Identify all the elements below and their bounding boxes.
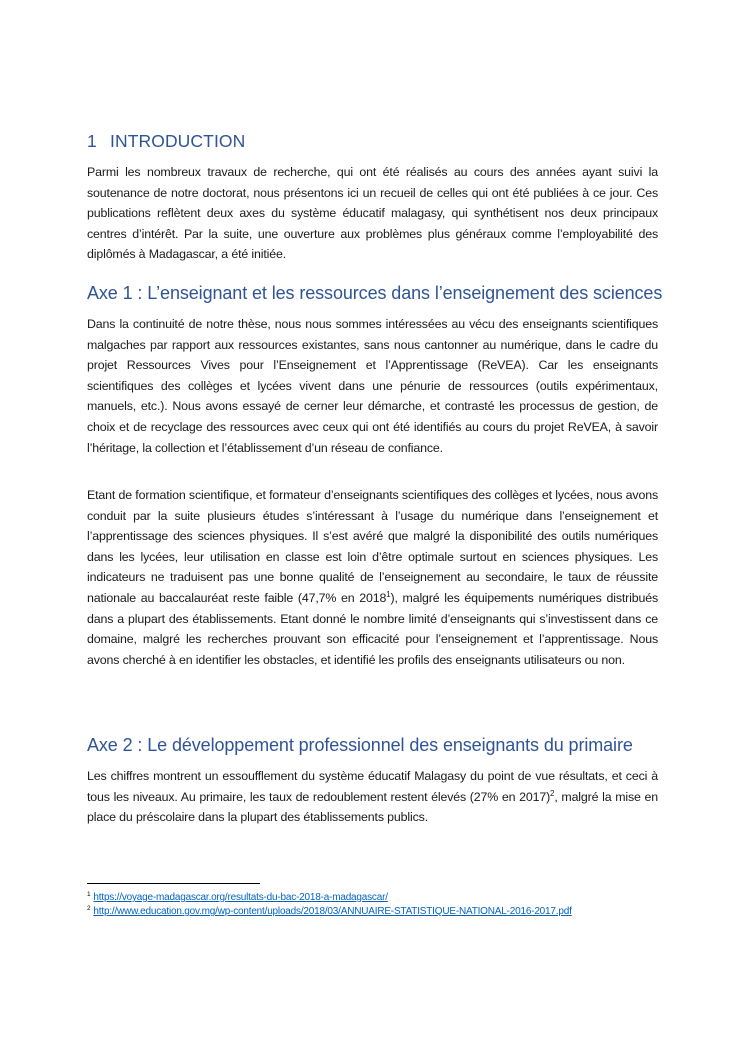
axe2-paragraph: [87, 766, 658, 828]
section-heading-introduction: [87, 131, 245, 152]
footnote-link-2[interactable]: http://www.education.gov.mg/wp-content/uploads/2018/03/ANNUAIRE-STATISTIQUE-NATIONAL-2016-2017.pdf: [93, 906, 572, 917]
section-title: INTRODUCTION: [110, 131, 246, 151]
axe2-paragraph-text-cont: , malgré la mise en place du préscolaire dans la plupart des établissements publics.: [87, 789, 658, 825]
axe1-paragraph-1: Dans la continuité de notre thèse, nous nous sommes intéressées au vécu des enseignants scientifiques malgaches par rapport aux ressources existantes, sans nous cantonner au numérique, dans le cadre du projet Ressources Vives pour l’Enseignement et l’Apprentissage (ReVEA). Car les enseignants scientifiques des collèges et lycées vivent dans une pénurie de ressources (outils expérimentaux, manuels, etc.). Nous avons essayé de cerner leur démarche, et contrasté les processus de gestion, de choix et de recyclage des ressources avec ceux qui ont été identifiés au cours du projet ReVEA, à savoir l’héritage, la collection et l’établissement d’un réseau de confiance.: [87, 317, 658, 455]
axe2-heading: Axe 2 : Le développement professionnel des enseignants du primaire: [87, 735, 633, 755]
axe1-heading: Axe 1 : L’enseignant et les ressources dans l’enseignement des sciences: [87, 283, 663, 303]
axe2-paragraph-text: Les chiffres montrent un essoufflement du système éducatif Malagasy du point de vue résultats, et ceci à tous les niveaux. Au primaire, les taux de redoublement restent élevés (27% en 2017): [87, 769, 658, 804]
footnote-mark-2: 2: [87, 904, 91, 912]
footnote-separator: [87, 883, 260, 884]
footnote-2: [87, 906, 572, 917]
footnote-ref-2[interactable]: 2: [550, 788, 555, 798]
footnote-ref-1[interactable]: 1: [386, 589, 391, 599]
axe1-paragraph-2-text-cont: ), malgré les équipements numériques distribués dans a plupart des établissements. Etant donné le nombre limité d’enseignants qui s’investissent dans ce domaine, malgré les recherches prouvant son efficacité pour l’enseignement et l’apprentissage. Nous avons cherché à en identifier les obstacles, et identifié les profils des enseignants utilisateurs ou non.: [87, 590, 658, 667]
axe1-paragraph-2: [87, 485, 658, 670]
footnote-mark-1: 1: [87, 890, 91, 898]
footnote-1: [87, 892, 388, 903]
intro-paragraph: Parmi les nombreux travaux de recherche, qui ont été réalisés au cours des années ayant suivi la soutenance de notre doctorat, nous présentons ici un recueil de celles qui ont été publiées à ce jour. Ces publications reflètent deux axes du système éducatif malagasy, qui synthétisent nos deux principaux centres d’intérêt. Par la suite, une ouverture aux problèmes plus généraux comme l’employabilité des diplômés à Madagascar, a été initiée.: [87, 165, 658, 262]
footnote-link-1[interactable]: https://voyage-madagascar.org/resultats-du-bac-2018-a-madagascar/: [93, 892, 388, 903]
axe1-paragraph-2-text: Etant de formation scientifique, et formateur d’enseignants scientifiques des collèges et lycées, nous avons conduit par la suite plusieurs études s’intéressant à l’usage du numérique dans l’enseignement et l’apprentissage des sciences physiques. Il s’est avéré que malgré la disponibilité des outils numériques dans les lycées, leur utilisation en classe est loin d’être optimale surtout en sciences physiques. Les indicateurs ne traduisent pas une bonne qualité de l’enseignement au secondaire, le taux de réussite nationale au baccalauréat reste faible (47,7% en 2018: [87, 488, 658, 605]
section-number: 1: [87, 131, 97, 151]
